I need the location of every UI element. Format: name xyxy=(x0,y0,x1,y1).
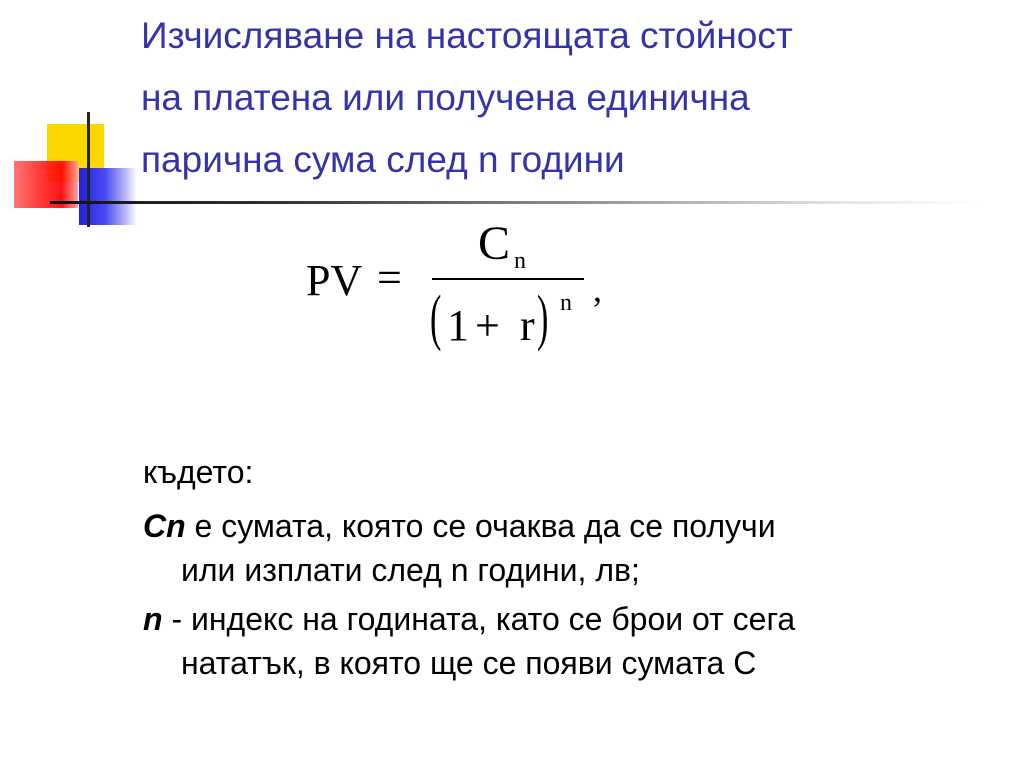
title-line-2: на платена или получена единична xyxy=(141,77,750,118)
definition-cn-line-1 xyxy=(143,510,776,542)
present-value-formula xyxy=(300,217,630,370)
formula-exponent: n xyxy=(560,290,572,316)
definition-n-line-2: нататък, в която ще се появи сумата С xyxy=(181,645,757,681)
definition-term-n: n xyxy=(143,601,163,637)
formula-open-paren: ( xyxy=(430,284,442,352)
formula-numerator: C xyxy=(478,217,511,270)
where-label: където: xyxy=(143,454,254,490)
formula-numerator-subscript: n xyxy=(514,248,526,274)
definition-n-text-1: - индекс на годината, като се брои от сега xyxy=(162,601,796,637)
decorative-vertical-line xyxy=(87,112,90,227)
formula-equals: = xyxy=(377,253,402,302)
formula-comma: , xyxy=(593,269,602,309)
formula-rate: r xyxy=(520,301,535,350)
title-line-1: Изчисляване на настоящата стойност xyxy=(141,15,793,56)
definition-term-cn: Cn xyxy=(143,508,186,544)
formula-close-paren: ) xyxy=(537,284,549,352)
definition-n-line-1 xyxy=(143,603,795,635)
title-line-3: парична сума след n години xyxy=(141,139,625,180)
formula-one: 1 xyxy=(447,301,469,350)
fraction-bar xyxy=(432,278,584,280)
definition-cn-text-1: е сумата, която се очаква да се получи xyxy=(185,508,776,544)
title-underline xyxy=(50,201,980,204)
definition-cn-line-2: или изплати след n години, лв; xyxy=(181,552,640,588)
formula-plus: + xyxy=(475,301,500,350)
formula-lhs: PV xyxy=(306,256,363,305)
